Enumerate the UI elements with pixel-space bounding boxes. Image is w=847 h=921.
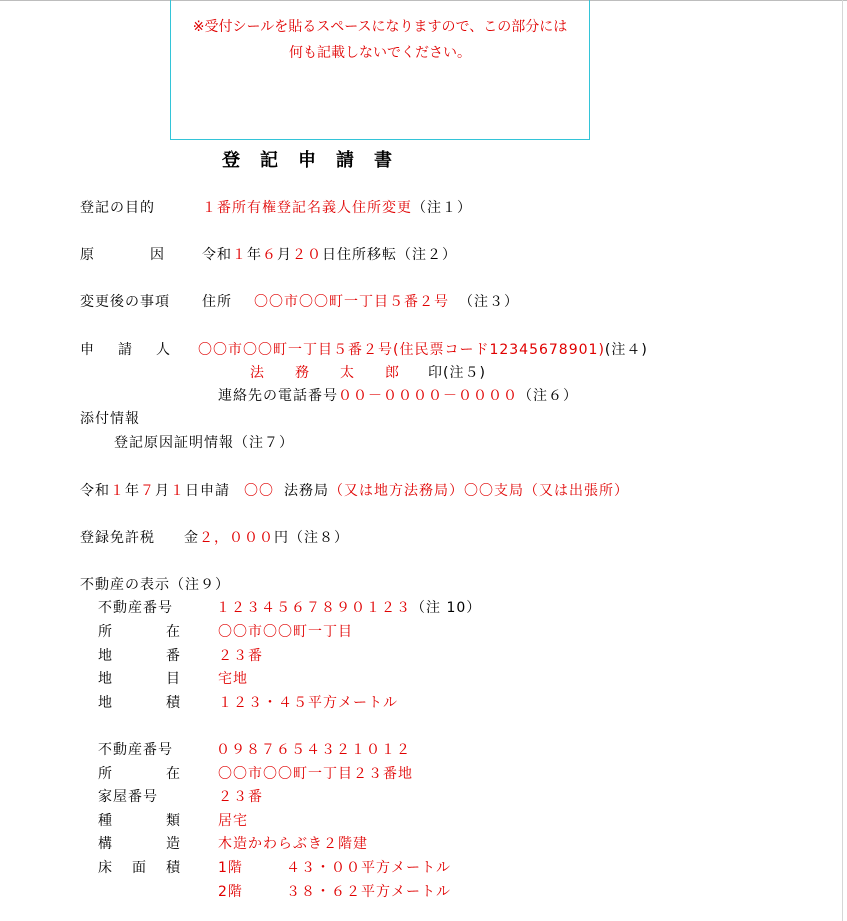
cause-month-unit: 月	[277, 247, 292, 263]
cause-year: １	[232, 247, 247, 263]
land-category: 宅地	[218, 671, 248, 687]
app-bureau: 法務局	[284, 483, 329, 499]
tax-label: 登録免許税	[80, 530, 155, 546]
applicant-phone-row	[218, 386, 578, 406]
app-branch: 〇〇支局（又は出張所）	[464, 483, 629, 499]
tax-note: （注８）	[289, 530, 349, 546]
land-category-label-2: 目	[166, 671, 181, 687]
land-area: １２３・４５平方メートル	[218, 695, 398, 711]
phone-label: 連絡先の電話番号	[218, 388, 338, 404]
building-kind-label-1: 種	[98, 813, 113, 829]
property-heading: 不動産の表示	[80, 577, 170, 593]
floor1-area: ４３・００平方メートル	[286, 860, 451, 876]
attachment-note: （注７）	[234, 435, 294, 451]
land-lot-label-1: 地	[98, 648, 113, 664]
changed-sub: 住所	[202, 294, 232, 310]
phone-note: （注６）	[518, 388, 578, 404]
application-row	[80, 481, 629, 501]
building-struct-label-2: 造	[166, 836, 181, 852]
applicant-note5: (注５)	[443, 365, 486, 381]
land-location: 〇〇市〇〇町一丁目	[218, 624, 353, 640]
app-month: ７	[140, 483, 155, 499]
applicant-seal: 印	[428, 365, 443, 381]
applicant-note4: (注４)	[604, 342, 648, 358]
building-struct-label-1: 構	[98, 836, 113, 852]
seal-notice-line2: 何も記載しないでください。	[289, 45, 471, 61]
land-loc-label-2: 在	[166, 624, 181, 640]
app-year-unit: 年	[125, 483, 140, 499]
cause-day: ２０	[292, 247, 322, 263]
changed-label: 変更後の事項	[80, 294, 170, 310]
tax-prefix: 金	[184, 530, 199, 546]
cause-note: （注２）	[397, 247, 457, 263]
land-number: １２３４５６７８９０１２３	[216, 600, 411, 616]
land-lot: ２３番	[218, 648, 263, 664]
building-floor-label-1: 床	[98, 860, 113, 876]
land-number-note: （注 10）	[411, 600, 482, 616]
changed-note: （注３）	[459, 294, 519, 310]
building-loc-label-2: 在	[166, 766, 181, 782]
applicant-label-1: 申	[80, 342, 95, 358]
building-house-label: 家屋番号	[98, 789, 158, 805]
applicant-address-row	[198, 340, 648, 360]
applicant-name: 法 務 太 郎	[250, 365, 400, 381]
attachments-heading: 添付情報	[80, 411, 140, 427]
app-era: 令和	[80, 483, 110, 499]
building-number: ０９８７６５４３２１０１２	[216, 742, 411, 758]
property-note: （注９）	[170, 577, 230, 593]
app-month-unit: 月	[155, 483, 170, 499]
phone-number: ００－００００－００００	[338, 388, 518, 404]
applicant-address: 〇〇市〇〇町一丁目５番２号(住民票コード12345678901)	[198, 342, 605, 358]
cause-era: 令和	[202, 247, 232, 263]
floor1-label: 1階	[218, 860, 243, 876]
building-number-label: 不動産番号	[98, 742, 173, 758]
building-loc-label-1: 所	[98, 766, 113, 782]
document-title: 登記申請書	[222, 150, 412, 171]
building-floor-label-3: 積	[166, 860, 181, 876]
cause-label-2: 因	[150, 247, 165, 263]
applicant-label-3: 人	[156, 342, 171, 358]
purpose-row	[202, 198, 472, 218]
building-structure: 木造かわらぶき２階建	[218, 836, 368, 852]
receipt-seal-box	[170, 0, 590, 140]
floor2-label: 2階	[218, 884, 243, 900]
building-location: 〇〇市〇〇町一丁目２３番地	[218, 766, 413, 782]
changed-value: 〇〇市〇〇町一丁目５番２号	[254, 294, 449, 310]
purpose-note: （注１）	[412, 200, 472, 216]
property-heading-row	[80, 575, 230, 595]
building-kind: 居宅	[218, 813, 248, 829]
purpose-label: 登記の目的	[80, 200, 155, 216]
cause-text: 日住所移転	[322, 247, 397, 263]
land-category-label-1: 地	[98, 671, 113, 687]
attachment-item: 登記原因証明情報	[114, 435, 234, 451]
building-house-number: ２３番	[218, 789, 263, 805]
applicant-label-2: 請	[118, 342, 133, 358]
app-text: 日申請	[185, 483, 230, 499]
app-day: １	[170, 483, 185, 499]
changed-row	[254, 292, 519, 312]
cause-label-1: 原	[80, 247, 95, 263]
cause-month: ６	[262, 247, 277, 263]
building-floor-label-2: 面	[132, 860, 147, 876]
building-kind-label-2: 類	[166, 813, 181, 829]
seal-notice-line1: ※受付シールを貼るスペースになりますので、この部分には	[192, 19, 568, 35]
purpose-value: １番所有権登記名義人住所変更	[202, 200, 412, 216]
land-loc-label-1: 所	[98, 624, 113, 640]
land-area-label-2: 積	[166, 695, 181, 711]
app-bureau-alt: （又は地方法務局）	[329, 483, 464, 499]
applicant-name-row	[250, 363, 486, 383]
floor2-area: ３８・６２平方メートル	[286, 884, 451, 900]
app-year: １	[110, 483, 125, 499]
land-number-row	[216, 598, 481, 618]
attachments-row	[114, 433, 294, 453]
land-lot-label-2: 番	[166, 648, 181, 664]
tax-unit: 円	[274, 530, 289, 546]
land-area-label-1: 地	[98, 695, 113, 711]
land-number-label: 不動産番号	[98, 600, 173, 616]
app-office: 〇〇	[244, 483, 274, 499]
tax-amount: ２，０００	[199, 530, 274, 546]
tax-row	[184, 528, 349, 548]
right-border	[842, 0, 843, 921]
cause-row	[202, 245, 457, 265]
cause-year-unit: 年	[247, 247, 262, 263]
